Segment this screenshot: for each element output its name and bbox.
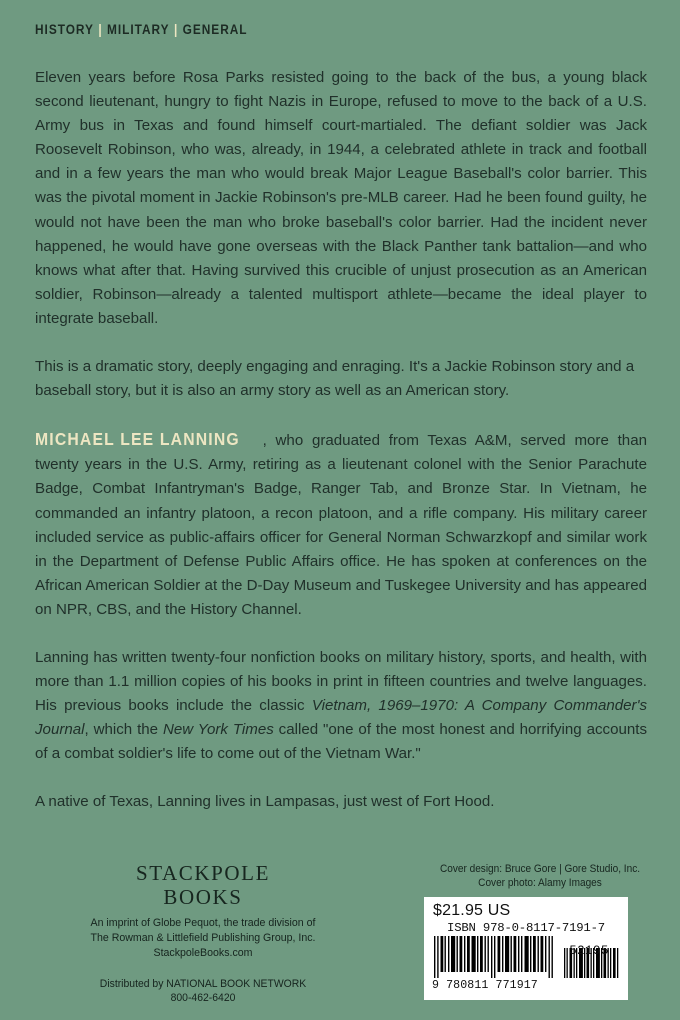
ean-digits: 9 780811 771917: [432, 979, 538, 992]
author-name: MICHAEL LEE LANNING: [35, 429, 240, 450]
books-text-1: Lanning has written twenty-four nonfiction books on military history, sports, and health, with more than 1.1 million copies of his books in print in fifteen countries and twelve languages. His previous books include the classic: [35, 648, 647, 715]
barcode-addon-icon: [563, 944, 619, 978]
category-separator-2: |: [173, 22, 179, 37]
price-label: $21.95 US: [433, 902, 511, 919]
imprint-line-1: An imprint of Globe Pequot, the trade division of: [90, 917, 316, 929]
publisher-block: [58, 862, 348, 1006]
category-history: HISTORY: [35, 22, 94, 37]
author-residence: A native of Texas, Lanning lives in Lampasas, just west of Fort Hood.: [35, 793, 495, 811]
addon-digits: 52195: [569, 944, 609, 958]
publisher-logo-stackpole: STACKPOLE: [135, 861, 271, 885]
cover-design-credit: Cover design: Bruce Gore | Gore Studio, Inc.: [439, 863, 641, 875]
author-bio-paragraph: [35, 427, 647, 622]
category-military: MILITARY: [107, 22, 170, 37]
blurb-paragraph-1: Eleven years before Rosa Parks resisted going to the back of the bus, a young black second lieutenant, hungry to fight Nazis in Europe, refused to move to the back of a U.S. Army bus in Texas and found himself court-martialed. The defiant soldier was Jack Roosevelt Robinson, who was, already, in 1944, a celebrated athlete in track and football and in a few years the man who would break Major League Baseball's color barrier. This was the pivotal moment in Jackie Robinson's pre-MLB career. Had he been found guilty, he would not have been the man who broke baseball's color barrier. Had the incident never happened, he would have gone overseas with the Black Panther tank battalion—and who knows what after that. Having survived this crucible of unjust prosecution as an American soldier, Robinson—already a talented multisport athlete—became the ideal player to integrate baseball.: [35, 69, 647, 327]
publisher-website: StackpoleBooks.com: [153, 947, 253, 960]
publisher-distribution: [68, 977, 338, 1006]
book-title-vietnam: Vietnam, 1969–1970: A Company Commander's Journal: [35, 697, 647, 739]
category-general: GENERAL: [182, 22, 248, 37]
category-header: [35, 22, 248, 37]
blurb-paragraph-2: This is a dramatic story, deeply engaging and enraging. It's a Jackie Robinson story and a baseball story, but it is also an army story as well as an American story.: [35, 358, 635, 400]
category-separator-1: |: [98, 22, 103, 37]
imprint-line-2: The Rowman & Littlefield Publishing Group, Inc.: [90, 932, 316, 945]
ean13-barcode-icon: [432, 936, 556, 992]
distributor-name: Distributed by NATIONAL BOOK NETWORK: [99, 977, 307, 990]
distributor-phone: 800-462-6420: [170, 992, 236, 1005]
barcode-panel: [424, 897, 628, 1000]
cover-credits: [424, 863, 656, 890]
books-text-3: called "one of the most honest and horrifying accounts of a combat soldier's life to come out of the Vietnam War.": [35, 721, 647, 763]
cover-photo-credit: Cover photo: Alamy Images: [478, 876, 602, 889]
publisher-imprint: [68, 916, 338, 962]
publication-new-york-times: New York Times: [162, 721, 274, 739]
books-text-2: , which the: [84, 721, 163, 739]
back-cover-copy: [35, 66, 647, 815]
isbn-label: ISBN 978-0-8117-7191-7: [447, 921, 605, 935]
publisher-logo-books: BOOKS: [163, 885, 243, 909]
author-books-paragraph: [35, 646, 647, 766]
author-bio-text: , who graduated from Texas A&M, served more than twenty years in the U.S. Army, retiring as a lieutenant colonel with the Senior Parachute Badge, Combat Infantryman's Badge, Ranger Tab, and Bronze Star. In Vietnam, he commanded an infantry platoon, a recon platoon, and a rifle company. His military career included service as public-affairs officer for General Norman Schwarzkopf and similar work in the Department of Defense Public Affairs office. He has spoken at conferences on the African American Soldier at the D-Day Museum and Tuskegee University and has appeared on NPR, CBS, and the History Channel.: [35, 432, 647, 618]
barcode-bars-row: [432, 936, 619, 992]
